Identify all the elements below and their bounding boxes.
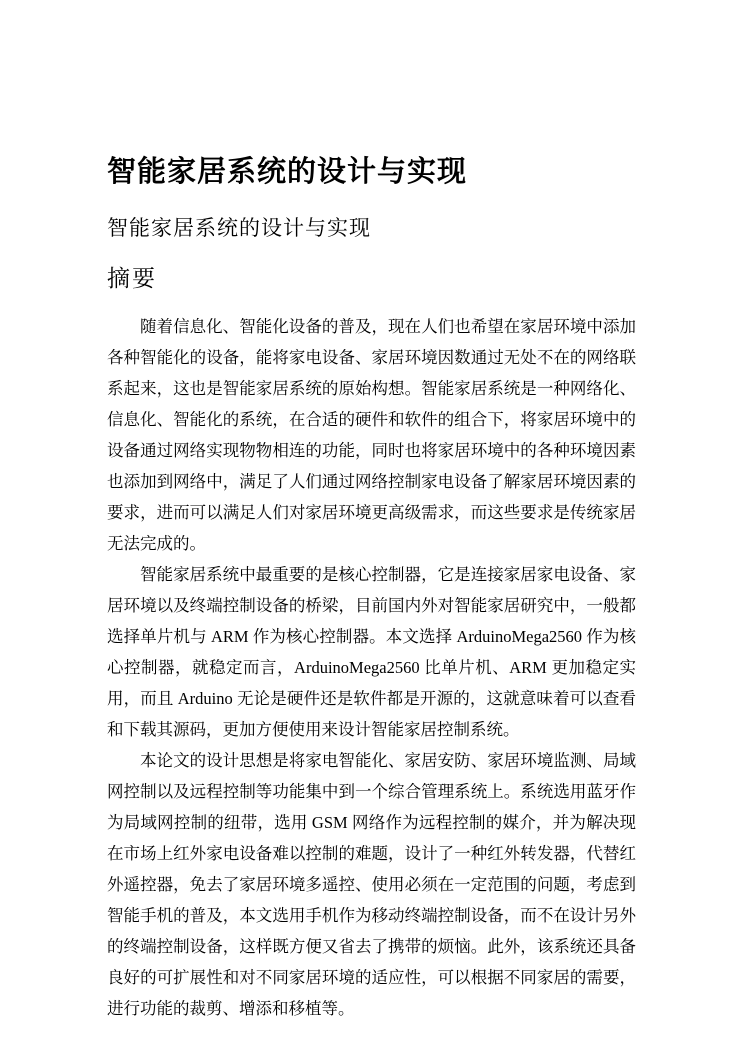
abstract-paragraph-3: 本论文的设计思想是将家电智能化、家居安防、家居环境监测、局域网控制以及远程控制等功能集中到一个综合管理系统上。系统选用蓝牙作为局域网控制的纽带，选用 GSM 网络作为远程控制的媒介，并为解决现在市场上红外家电设备难以控制的难题，设计了一种红外转发器，代替红外遥控器，免去了家居环境多遥控、使用必须在一定范围的问题，考虑到智能手机的普及，本文选用手机作为移动终端控制设备，而不在设计另外的终端控制设备，这样既方便又省去了携带的烦恼。此外，该系统还具备良好的可扩展性和对不同家居环境的适应性，可以根据不同家居的需要，进行功能的裁剪、增添和移植等。 [107, 750, 636, 1018]
document-subtitle: 智能家居系统的设计与实现 [107, 215, 371, 240]
document-title: 智能家居系统的设计与实现 [107, 156, 468, 188]
abstract-heading: 摘要 [107, 265, 157, 291]
abstract-paragraph-2: 智能家居系统中最重要的是核心控制器，它是连接家居家电设备、家居环境以及终端控制设备的桥梁，目前国内外对智能家居研究中，一般都选择单片机与 ARM 作为核心控制器。本文选择 ArduinoMega2560 作为核心控制器，就稳定而言，ArduinoMega2560 比单片机、ARM 更加稳定实用，而且 Arduino 无论是硬件还是软件都是开源的，这就意味着可以查看和下载其源码，更加方便使用来设计智能家居控制系统。 [107, 564, 636, 739]
abstract-paragraph-1: 随着信息化、智能化设备的普及，现在人们也希望在家居环境中添加各种智能化的设备，能将家电设备、家居环境因数通过无处不在的网络联系起来，这也是智能家居系统的原始构想。智能家居系统是一种网络化、信息化、智能化的系统，在合适的硬件和软件的组合下，将家居环境中的设备通过网络实现物物相连的功能，同时也将家居环境中的各种环境因素也添加到网络中，满足了人们通过网络控制家电设备了解家居环境因素的要求，进而可以满足人们对家居环境更高级需求，而这些要求是传统家居无法完成的。 [107, 316, 636, 553]
